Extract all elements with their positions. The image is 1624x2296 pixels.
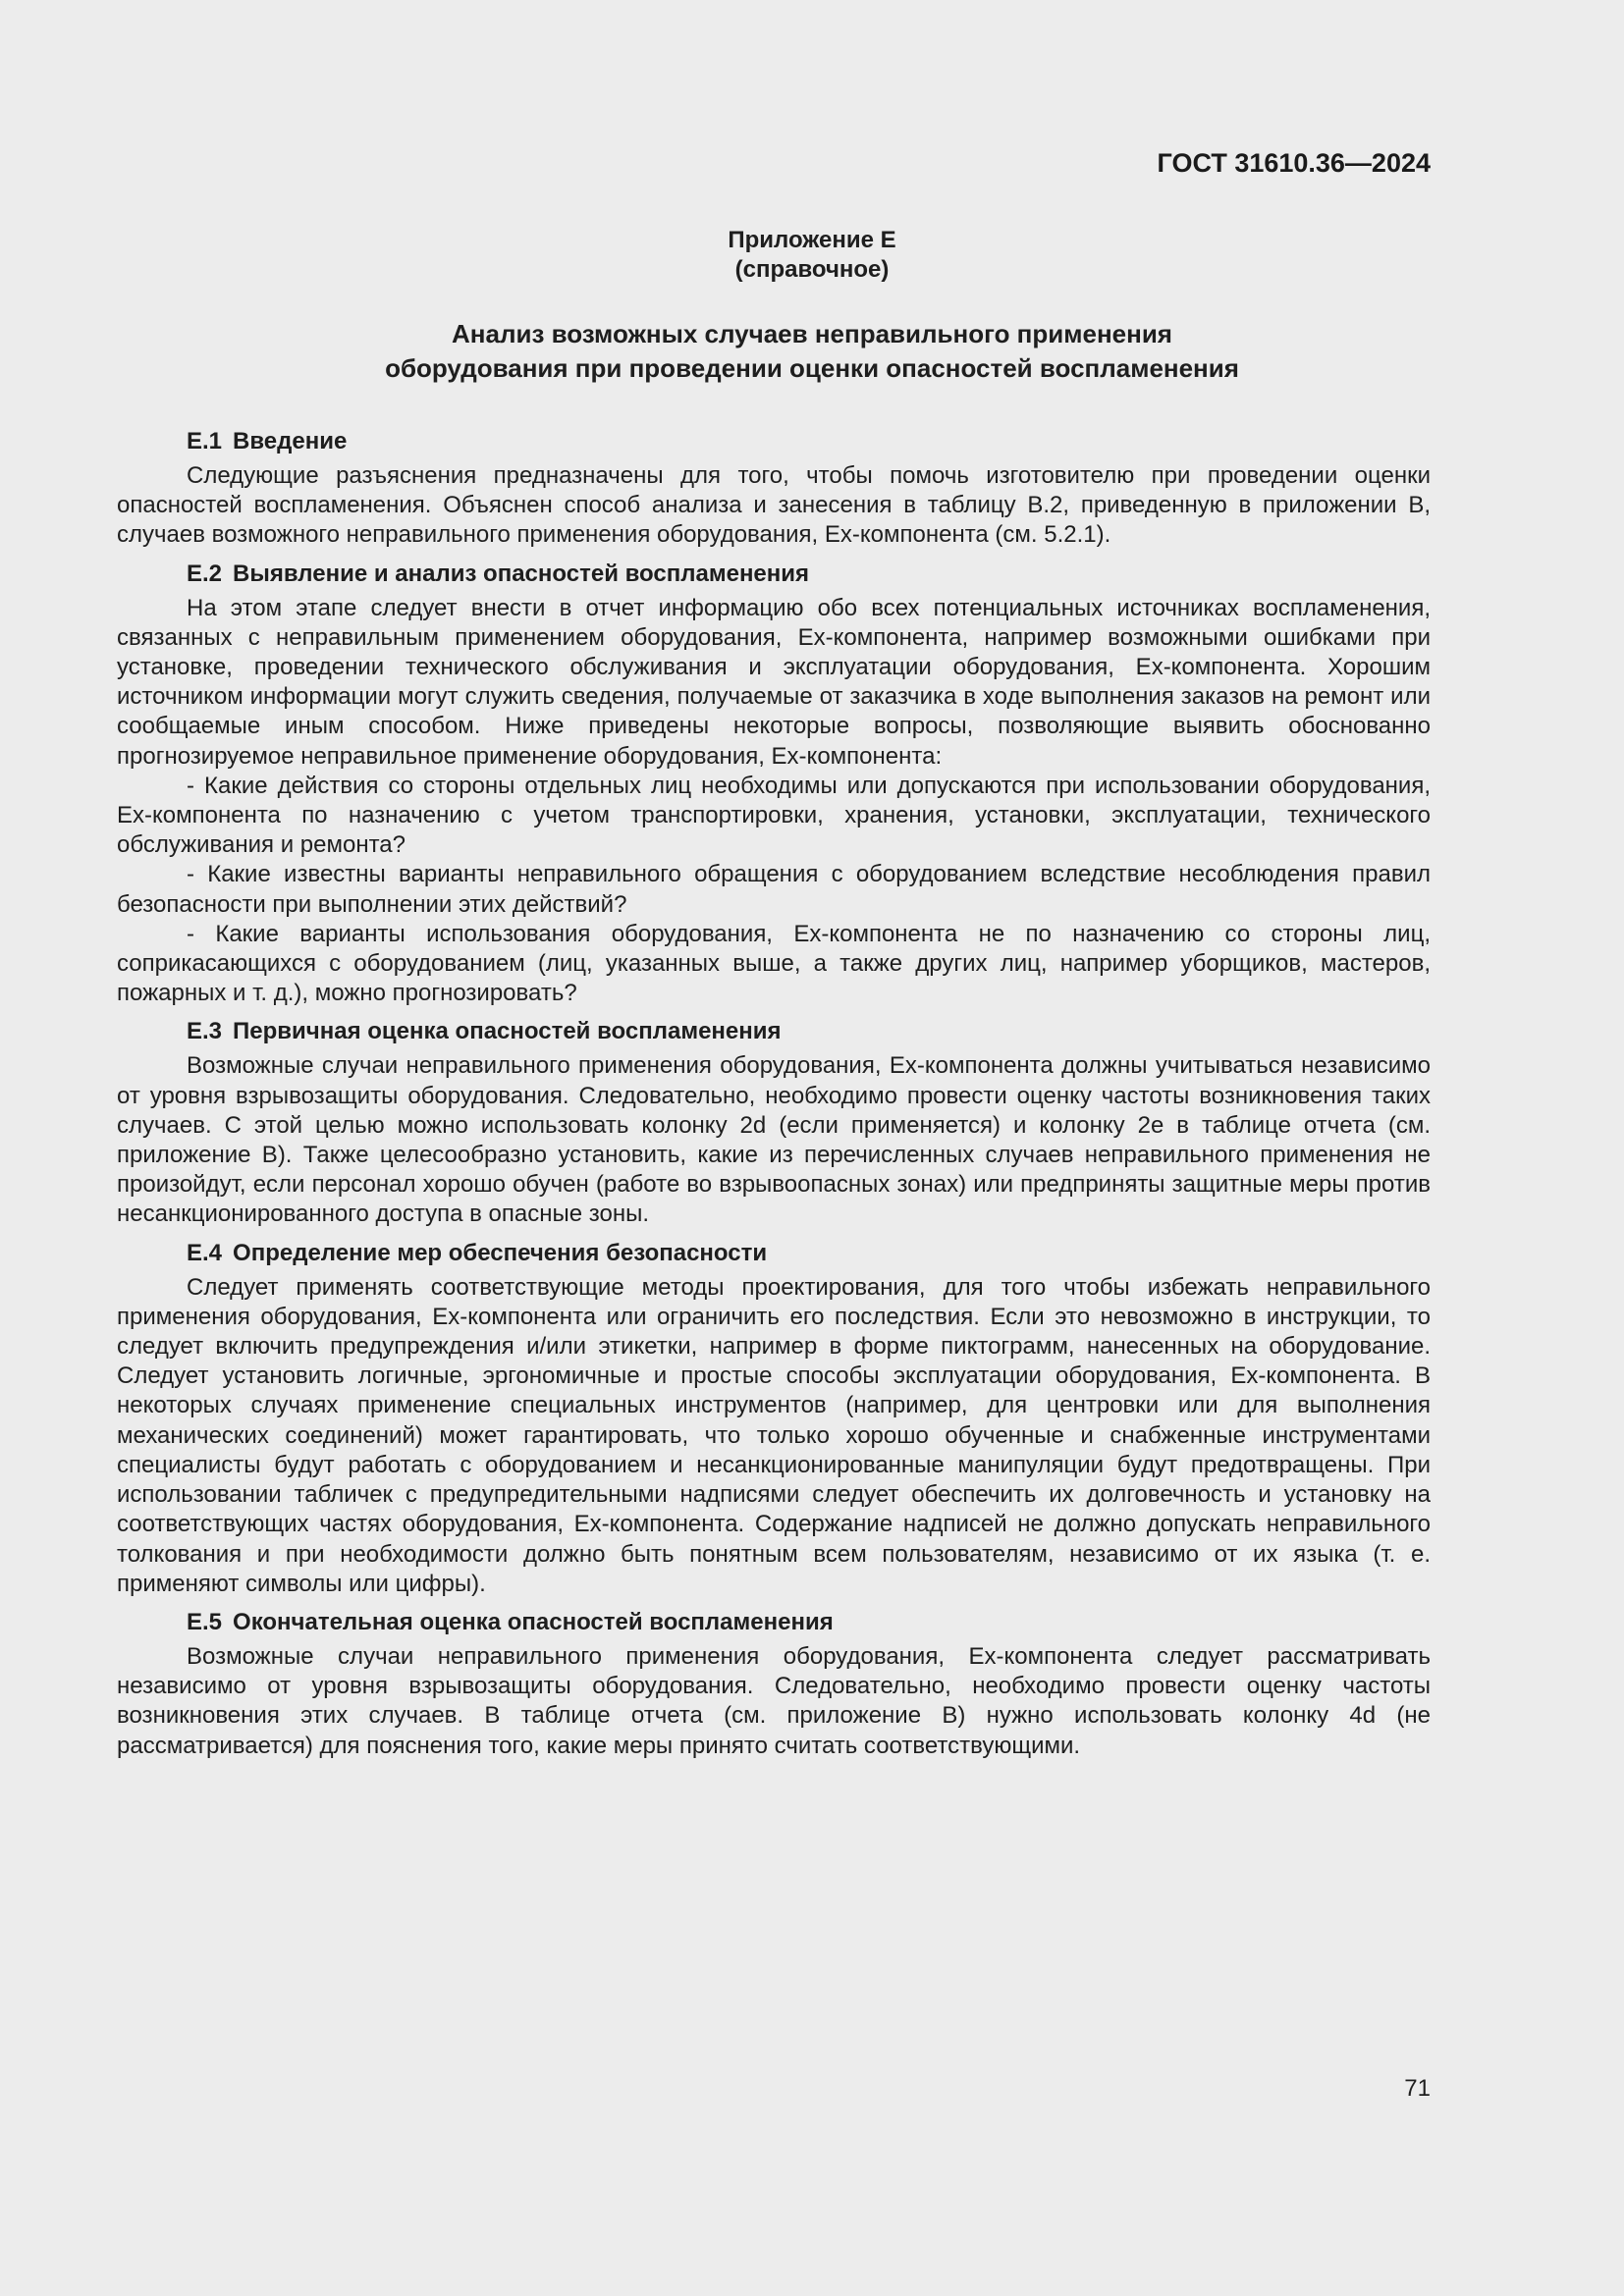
appendix-label: Приложение Е	[728, 227, 896, 253]
section-number: Е.5	[187, 1608, 223, 1635]
section-gap	[117, 1230, 1431, 1238]
section-e1	[117, 426, 1431, 551]
section-e4	[117, 1238, 1431, 1599]
section-title: Введение	[233, 428, 348, 454]
section-e3	[117, 1016, 1431, 1229]
paragraph: На этом этапе следует внести в отчет информацию обо всех потенциальных источниках воспламенения, связанных с неправильным применением оборудования, Ех-компонента, например возможными ошибками при установке, проведении технического обслуживания и эксплуатации оборудования, Ех-компонента. Хорошим источником информации могут служить сведения, получаемые от заказчика в ходе выполнения заказов на ремонт или сообщаемые иным способом. Ниже приведены некоторые вопросы, позволяющие выявить обоснованно прогнозируемое неправильное применение оборудования, Ех-компонента:	[117, 594, 1431, 770]
page-number: 71	[1404, 2075, 1431, 2102]
appendix-kind: (справочное)	[734, 256, 890, 283]
list-item: - Какие действия со стороны отдельных лиц необходимы или допускаются при использовании оборудования, Ех-компонента по назначению с учетом транспортировки, хранения, установки, эксплуатации, технического обслуживания и ремонта?	[117, 772, 1431, 859]
document-code: ГОСТ 31610.36—2024	[1157, 148, 1431, 178]
paragraph: Следующие разъяснения предназначены для того, чтобы помочь изготовителю при проведении оценки опасностей воспламенения. Объяснен способ анализа и занесения в таблицу В.2, приведенную в приложении В, случаев возможного неправильного применения оборудования, Ех-компонента (см. 5.2.1).	[117, 462, 1431, 549]
appendix-title-line-1: Анализ возможных случаев неправильного применения	[452, 319, 1172, 348]
section-gap	[117, 1008, 1431, 1016]
section-number: Е.3	[187, 1018, 223, 1045]
section-title: Определение мер обеспечения безопасности	[233, 1239, 768, 1266]
section-number: Е.1	[187, 428, 223, 454]
section-heading	[117, 426, 1431, 457]
section-e2	[117, 559, 1431, 1009]
appendix-heading	[0, 226, 1624, 285]
list-item: - Какие известны варианты неправильного обращения с оборудованием вследствие несоблюдения правил безопасности при выполнении этих действий?	[117, 861, 1431, 918]
section-title: Выявление и анализ опасностей воспламенения	[233, 560, 810, 587]
paragraph: Возможные случаи неправильного применения оборудования, Ех-компонента следует рассматривать независимо от уровня взрывозащиты оборудования. Следовательно, необходимо провести оценку частоты возникновения этих случаев. В таблице отчета (см. приложение В) нужно использовать колонку 4d (не рассматривается) для пояснения того, какие меры принято считать соответствующими.	[117, 1642, 1431, 1759]
appendix-title	[0, 317, 1624, 386]
section-title: Первичная оценка опасностей воспламенения	[233, 1018, 782, 1045]
section-e5	[117, 1607, 1431, 1761]
section-gap	[117, 551, 1431, 559]
section-heading	[117, 1607, 1431, 1638]
section-heading	[117, 559, 1431, 590]
paragraph: Возможные случаи неправильного применения оборудования, Ех-компонента должны учитываться независимо от уровня взрывозащиты оборудования. Следовательно, необходимо провести оценку частоты возникновения таких случаев. С этой целью можно использовать колонку 2d (если применяется) и колонку 2е в таблице отчета (см. приложение В). Также целесообразно установить, какие из перечисленных случаев неправильного применения не произойдут, если персонал хорошо обучен (работе во взрывоопасных зонах) или предприняты защитные меры против несанкционированного доступа в опасные зоны.	[117, 1052, 1431, 1228]
section-heading	[117, 1238, 1431, 1269]
document-body	[117, 426, 1431, 1761]
section-heading	[117, 1016, 1431, 1047]
appendix-title-line-2: оборудования при проведении оценки опасностей воспламенения	[385, 353, 1239, 383]
section-number: Е.4	[187, 1239, 223, 1266]
section-number: Е.2	[187, 560, 223, 587]
section-title: Окончательная оценка опасностей воспламенения	[233, 1608, 834, 1635]
paragraph: Следует применять соответствующие методы проектирования, для того чтобы избежать неправильного применения оборудования, Ех-компонента или ограничить его последствия. Если это невозможно в инструкции, то следует включить предупреждения и/или этикетки, например в форме пиктограмм, нанесенных на оборудование. Следует установить логичные, эргономичные и простые способы эксплуатации оборудования, Ех-компонента. В некоторых случаях применение специальных инструментов (например, для центровки или для выполнения механических соединений) может гарантировать, что только хорошо обученные и снабженные инструментами специалисты будут работать с оборудованием и несанкционированные манипуляции будут предотвращены. При использовании табличек с предупредительными надписями следует обеспечить их долговечность и установку на соответствующих частях оборудования, Ех-компонента. Содержание надписей не должно допускать неправильного толкования и при необходимости должно быть понятным всем пользователям, независимо от их языка (т. е. применяют символы или цифры).	[117, 1273, 1431, 1597]
list-item: - Какие варианты использования оборудования, Ех-компонента не по назначению со стороны лиц, соприкасающихся с оборудованием (лиц, указанных выше, а также других лиц, например уборщиков, мастеров, пожарных и т. д.), можно прогнозировать?	[117, 920, 1431, 1007]
section-gap	[117, 1599, 1431, 1607]
